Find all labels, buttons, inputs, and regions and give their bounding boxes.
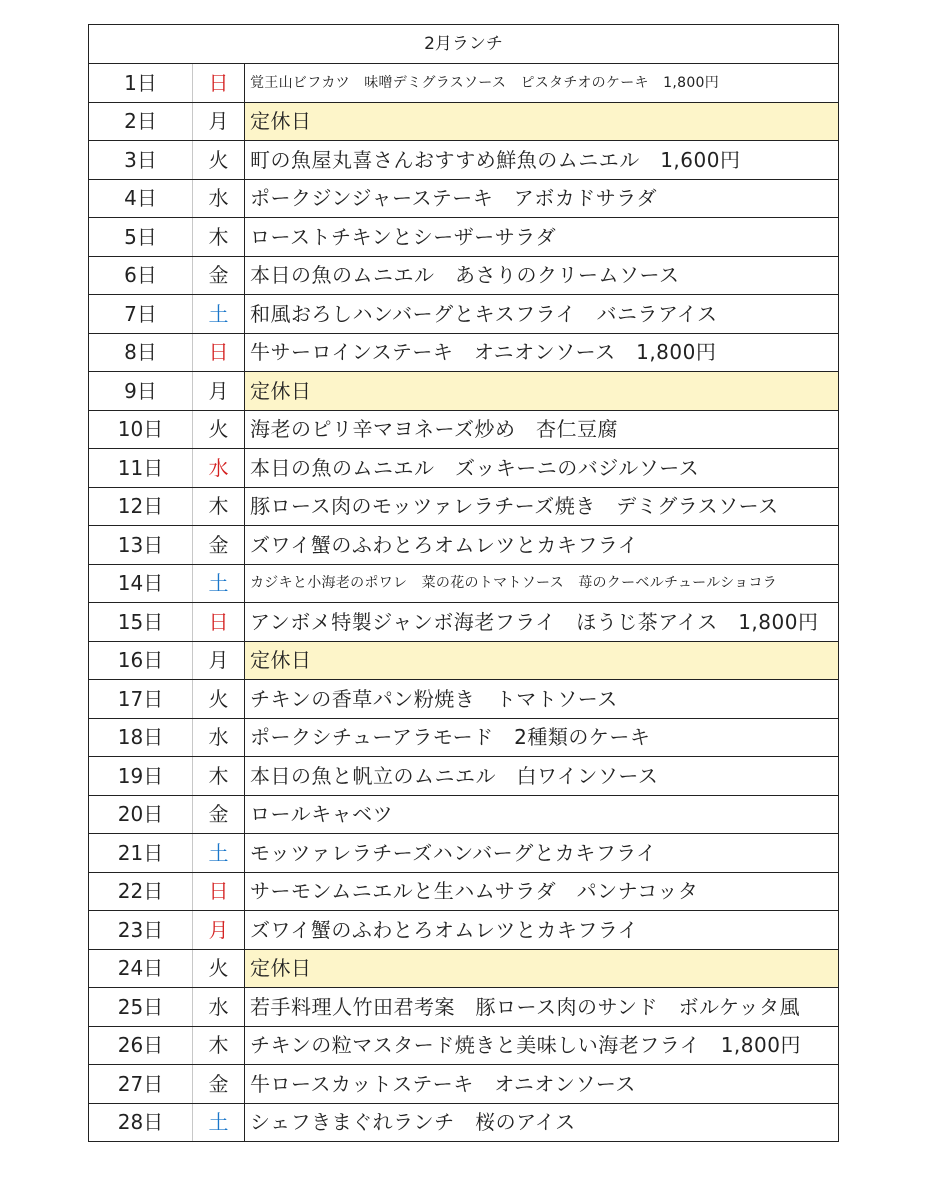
menu-row <box>89 988 839 1027</box>
dish-description: 和風おろしハンバーグとキスフライ バニラアイス <box>245 295 839 334</box>
day-number: 16日 <box>89 641 193 680</box>
day-number: 12日 <box>89 487 193 526</box>
weekday: 木 <box>193 1026 245 1065</box>
day-number: 21日 <box>89 834 193 873</box>
menu-row <box>89 333 839 372</box>
lunch-menu-table <box>88 24 839 1142</box>
dish-description: アンボメ特製ジャンボ海老フライ ほうじ茶アイス 1,800円 <box>245 603 839 642</box>
dish-description: 若手料理人竹田君考案 豚ロース肉のサンド ボルケッタ風 <box>245 988 839 1027</box>
weekday: 土 <box>193 1103 245 1142</box>
day-number: 17日 <box>89 680 193 719</box>
day-number: 28日 <box>89 1103 193 1142</box>
closed-day-label: 定休日 <box>245 949 839 988</box>
dish-description: モッツァレラチーズハンバーグとカキフライ <box>245 834 839 873</box>
weekday: 土 <box>193 834 245 873</box>
closed-day-label: 定休日 <box>245 102 839 141</box>
menu-row <box>89 526 839 565</box>
dish-description: チキンの香草パン粉焼き トマトソース <box>245 680 839 719</box>
weekday: 月 <box>193 372 245 411</box>
dish-description: サーモンムニエルと生ハムサラダ パンナコッタ <box>245 872 839 911</box>
menu-row <box>89 872 839 911</box>
menu-row <box>89 603 839 642</box>
menu-row <box>89 179 839 218</box>
menu-row <box>89 102 839 141</box>
day-number: 2日 <box>89 102 193 141</box>
dish-description: シェフきまぐれランチ 桜のアイス <box>245 1103 839 1142</box>
weekday: 日 <box>193 872 245 911</box>
menu-row <box>89 564 839 603</box>
weekday: 火 <box>193 680 245 719</box>
dish-description: 覚王山ビフカツ 味噌デミグラスソース ピスタチオのケーキ 1,800円 <box>245 64 839 103</box>
dish-description: 牛ロースカットステーキ オニオンソース <box>245 1065 839 1104</box>
menu-row <box>89 487 839 526</box>
weekday: 水 <box>193 718 245 757</box>
menu-row <box>89 218 839 257</box>
day-number: 8日 <box>89 333 193 372</box>
menu-row <box>89 256 839 295</box>
day-number: 6日 <box>89 256 193 295</box>
menu-row <box>89 757 839 796</box>
dish-description: 町の魚屋丸喜さんおすすめ鮮魚のムニエル 1,600円 <box>245 141 839 180</box>
weekday: 金 <box>193 256 245 295</box>
weekday: 月 <box>193 641 245 680</box>
weekday: 土 <box>193 295 245 334</box>
closed-day-label: 定休日 <box>245 641 839 680</box>
weekday: 木 <box>193 487 245 526</box>
dish-description: 牛サーロインステーキ オニオンソース 1,800円 <box>245 333 839 372</box>
dish-description: ロールキャベツ <box>245 795 839 834</box>
day-number: 15日 <box>89 603 193 642</box>
menu-row <box>89 1103 839 1142</box>
dish-description: 本日の魚のムニエル あさりのクリームソース <box>245 256 839 295</box>
lunch-menu-body <box>89 25 839 1142</box>
weekday: 金 <box>193 526 245 565</box>
weekday: 土 <box>193 564 245 603</box>
day-number: 4日 <box>89 179 193 218</box>
day-number: 3日 <box>89 141 193 180</box>
weekday: 日 <box>193 603 245 642</box>
day-number: 13日 <box>89 526 193 565</box>
weekday: 木 <box>193 218 245 257</box>
dish-description: 豚ロース肉のモッツァレラチーズ焼き デミグラスソース <box>245 487 839 526</box>
weekday: 火 <box>193 141 245 180</box>
menu-row <box>89 410 839 449</box>
menu-row <box>89 949 839 988</box>
day-number: 7日 <box>89 295 193 334</box>
day-number: 22日 <box>89 872 193 911</box>
weekday: 火 <box>193 410 245 449</box>
dish-description: ズワイ蟹のふわとろオムレツとカキフライ <box>245 526 839 565</box>
dish-description: 本日の魚と帆立のムニエル 白ワインソース <box>245 757 839 796</box>
menu-row <box>89 795 839 834</box>
day-number: 11日 <box>89 449 193 488</box>
weekday: 日 <box>193 64 245 103</box>
menu-row <box>89 449 839 488</box>
menu-row <box>89 718 839 757</box>
menu-row <box>89 680 839 719</box>
weekday: 金 <box>193 795 245 834</box>
day-number: 9日 <box>89 372 193 411</box>
title-row <box>89 25 839 64</box>
menu-row <box>89 1026 839 1065</box>
menu-row <box>89 64 839 103</box>
menu-row <box>89 641 839 680</box>
weekday: 水 <box>193 988 245 1027</box>
weekday: 日 <box>193 333 245 372</box>
weekday: 金 <box>193 1065 245 1104</box>
day-number: 1日 <box>89 64 193 103</box>
day-number: 5日 <box>89 218 193 257</box>
menu-row <box>89 1065 839 1104</box>
dish-description: チキンの粒マスタード焼きと美味しい海老フライ 1,800円 <box>245 1026 839 1065</box>
dish-description: ズワイ蟹のふわとろオムレツとカキフライ <box>245 911 839 950</box>
closed-day-label: 定休日 <box>245 372 839 411</box>
menu-row <box>89 911 839 950</box>
weekday: 水 <box>193 449 245 488</box>
day-number: 10日 <box>89 410 193 449</box>
dish-description: ポークシチューアラモード 2種類のケーキ <box>245 718 839 757</box>
day-number: 14日 <box>89 564 193 603</box>
dish-description: ポークジンジャーステーキ アボカドサラダ <box>245 179 839 218</box>
menu-title: 2月ランチ <box>89 25 839 64</box>
day-number: 24日 <box>89 949 193 988</box>
day-number: 23日 <box>89 911 193 950</box>
weekday: 火 <box>193 949 245 988</box>
day-number: 20日 <box>89 795 193 834</box>
menu-row <box>89 372 839 411</box>
day-number: 18日 <box>89 718 193 757</box>
day-number: 25日 <box>89 988 193 1027</box>
menu-row <box>89 295 839 334</box>
dish-description: カジキと小海老のポワレ 菜の花のトマトソース 苺のクーベルチュールショコラ <box>245 564 839 603</box>
weekday: 木 <box>193 757 245 796</box>
dish-description: 本日の魚のムニエル ズッキーニのバジルソース <box>245 449 839 488</box>
weekday: 月 <box>193 102 245 141</box>
day-number: 19日 <box>89 757 193 796</box>
day-number: 26日 <box>89 1026 193 1065</box>
dish-description: ローストチキンとシーザーサラダ <box>245 218 839 257</box>
menu-row <box>89 834 839 873</box>
menu-row <box>89 141 839 180</box>
dish-description: 海老のピリ辛マヨネーズ炒め 杏仁豆腐 <box>245 410 839 449</box>
day-number: 27日 <box>89 1065 193 1104</box>
weekday: 水 <box>193 179 245 218</box>
weekday: 月 <box>193 911 245 950</box>
